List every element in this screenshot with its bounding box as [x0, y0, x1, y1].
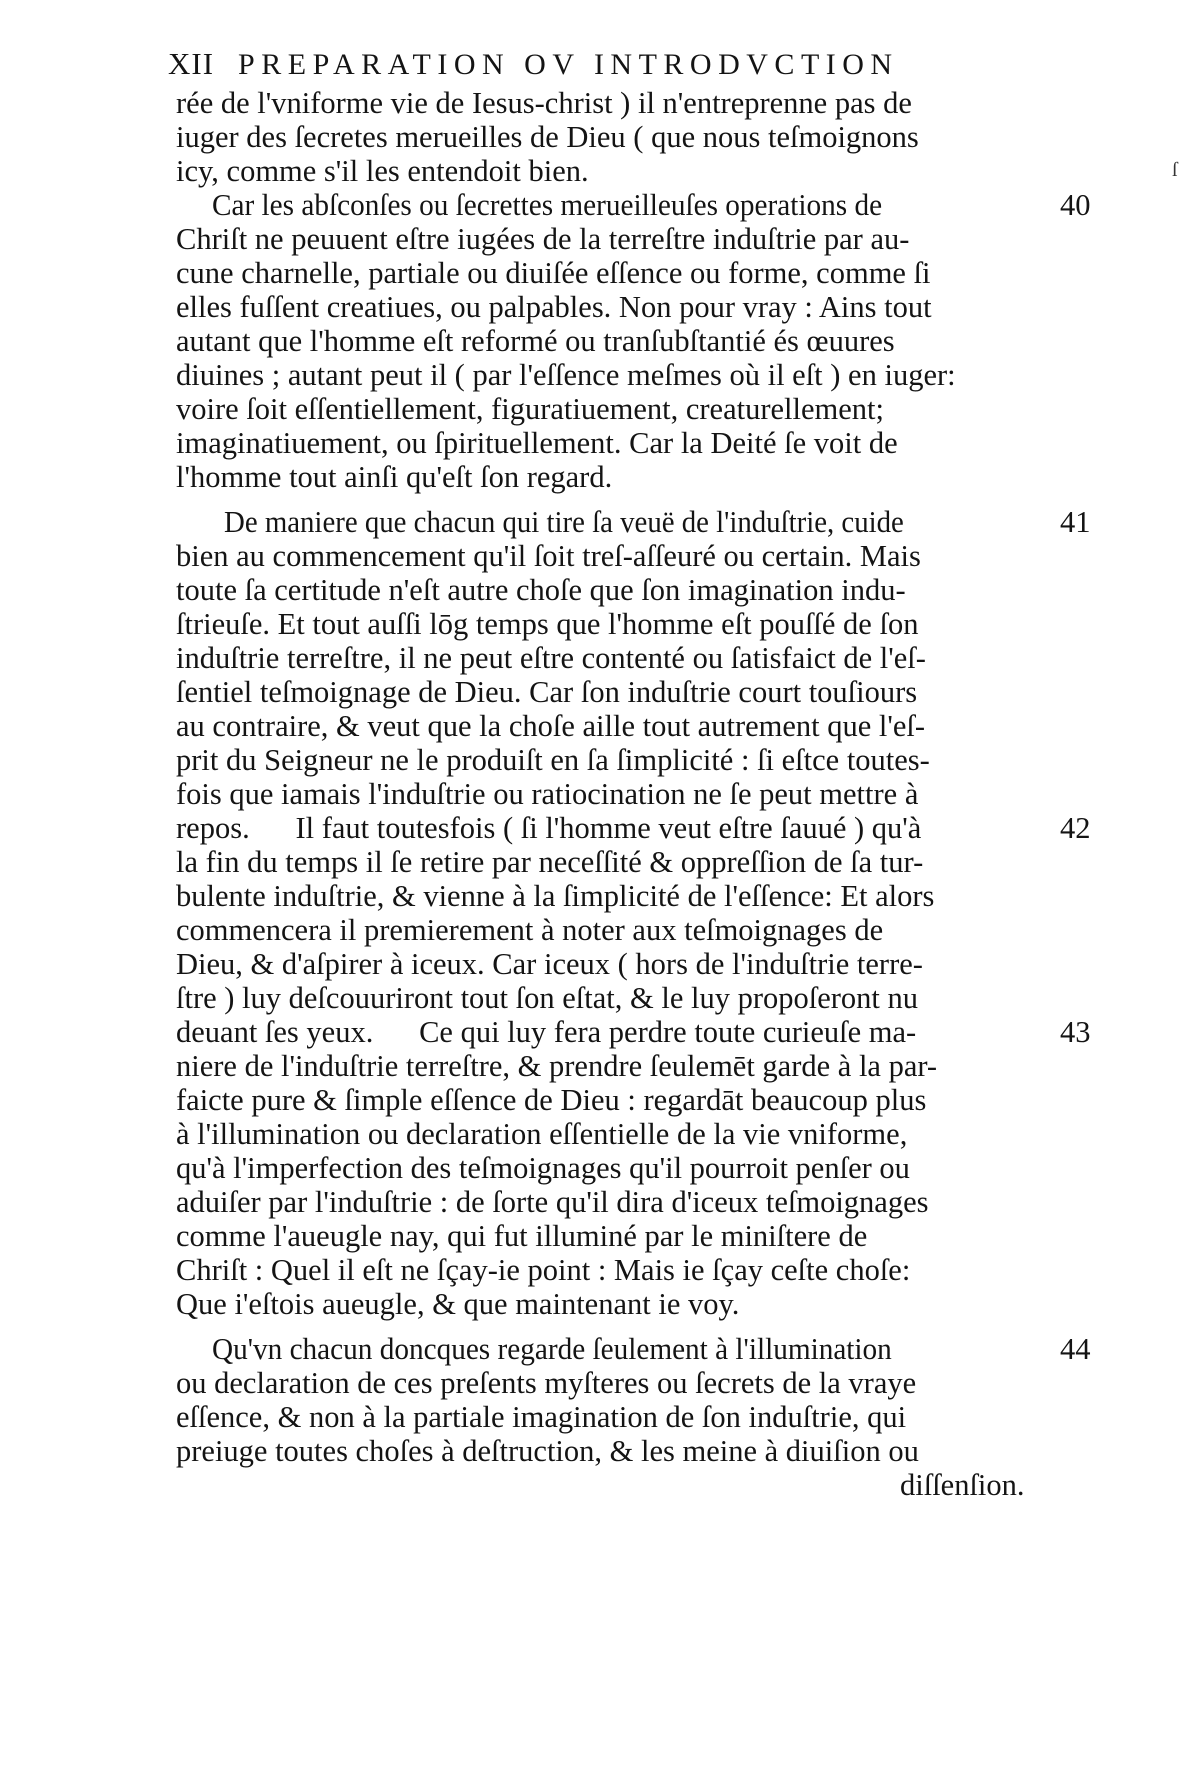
margin-verse-number: 40	[1060, 188, 1091, 222]
text-line: icy, comme s'il les entendoit bien.	[176, 154, 589, 188]
text-line: ſentiel teſmoignage de Dieu. Car ſon induſtrie court touſiours	[176, 675, 918, 709]
text-line: autant que l'homme eſt reformé ou tranſubſtantié és œuures	[176, 324, 895, 358]
text-line-final: diſſenſion.	[900, 1468, 1025, 1502]
margin-verse-number: 42	[1060, 811, 1091, 845]
text-line: toute ſa certitude n'eſt autre choſe que ſon imagination indu-	[176, 573, 906, 607]
text-line: Chriſt : Quel il eſt ne ſçay-ie point : Mais ie ſçay ceſte choſe:	[176, 1253, 911, 1287]
text-line: la fin du temps il ſe retire par neceſſité & oppreſſion de ſa tur-	[176, 845, 924, 879]
text-line: Que i'eſtois aueugle, & que maintenant ie voy.	[176, 1287, 740, 1321]
margin-stray-mark: ſ	[1172, 159, 1178, 181]
text-line: diuines ; autant peut il ( par l'eſſence meſmes où il eſt ) en iuger:	[176, 358, 956, 392]
margin-verse-number: 43	[1060, 1015, 1091, 1049]
text-line: ſtre ) luy deſcouuriront tout ſon eſtat, & le luy propoſeront nu	[176, 981, 919, 1015]
text-line: faicte pure & ſimple eſſence de Dieu : regardāt beaucoup plus	[176, 1083, 927, 1117]
text-line: eſſence, & non à la partiale imagination de ſon induſtrie, qui	[176, 1400, 907, 1434]
text-line: bulente induſtrie, & vienne à la ſimplicité de l'eſſence: Et alors	[176, 879, 935, 913]
text-line: iuger des ſecretes merueilles de Dieu ( que nous teſmoignons	[176, 120, 919, 154]
text-line: voire ſoit eſſentiellement, figuratiuement, creaturellement;	[176, 392, 884, 426]
text-line: qu'à l'imperfection des teſmoignages qu'il pourroit penſer ou	[176, 1151, 910, 1185]
text-line: bien au commencement qu'il ſoit treſ-aſſeuré ou certain. Mais	[176, 539, 921, 573]
text-line: niere de l'induſtrie terreſtre, & prendre ſeulemēt garde à la par-	[176, 1049, 938, 1083]
text-line: Qu'vn chacun doncques regarde ſeulement à l'illumination	[212, 1332, 892, 1366]
text-line: elles fuſſent creatiues, ou palpables. Non pour vray : Ains tout	[176, 290, 932, 324]
text-line: comme l'aueugle nay, qui fut illuminé par le miniſtere de	[176, 1219, 868, 1253]
text-line: fois que iamais l'induſtrie ou ratiocination ne ſe peut mettre à	[176, 777, 919, 811]
text-line: commencera il premierement à noter aux teſmoignages de	[176, 913, 884, 947]
text-line: Dieu, & d'aſpirer à iceux. Car iceux ( hors de l'induſtrie terre-	[176, 947, 923, 981]
text-line: preiuge toutes choſes à deſtruction, & les meine à diuiſion ou	[176, 1434, 919, 1468]
text-line: ſtrieuſe. Et tout auſſi lōg temps que l'homme eſt pouſſé de ſon	[176, 607, 919, 641]
running-head	[168, 46, 958, 88]
text-line: cune charnelle, partiale ou diuiſée eſſence ou forme, comme ſi	[176, 256, 931, 290]
text-line: imaginatiuement, ou ſpirituellement. Car la Deité ſe voit de	[176, 426, 898, 460]
margin-verse-number: 41	[1060, 505, 1091, 539]
text-line: Car les abſconſes ou ſecrettes merueilleuſes operations de	[212, 188, 883, 222]
text-line: repos. Il faut toutesfois ( ſi l'homme veut eſtre ſauué ) qu'à	[176, 811, 922, 845]
text-line: l'homme tout ainſi qu'eſt ſon regard.	[176, 460, 613, 494]
text-line: ou declaration de ces preſents myſteres ou ſecrets de la vraye	[176, 1366, 917, 1400]
folio-number: XII	[168, 46, 215, 81]
running-title: PREPARATION OV INTRODVCTION	[238, 48, 899, 81]
text-line: à l'illumination ou declaration eſſentielle de la vie vniforme,	[176, 1117, 908, 1151]
text-line: Chriſt ne peuuent eſtre iugées de la terreſtre induſtrie par au-	[176, 222, 910, 256]
text-line: De maniere que chacun qui tire ſa veuë de l'induſtrie, cuide	[224, 505, 904, 539]
text-line: induſtrie terreſtre, il ne peut eſtre contenté ou ſatisfaict de l'eſ-	[176, 641, 926, 675]
margin-verse-number: 44	[1060, 1332, 1091, 1366]
text-line: deuant ſes yeux. Ce qui luy fera perdre toute curieuſe ma-	[176, 1015, 917, 1049]
text-line: aduiſer par l'induſtrie : de ſorte qu'il dira d'iceux teſmoignages	[176, 1185, 929, 1219]
text-line: au contraire, & veut que la choſe aille tout autrement que l'eſ-	[176, 709, 926, 743]
text-line: prit du Seigneur ne le produiſt en ſa ſimplicité : ſi eſtce toutes-	[176, 743, 930, 777]
text-line: rée de l'vniforme vie de Iesus-christ ) il n'entreprenne pas de	[176, 86, 912, 120]
